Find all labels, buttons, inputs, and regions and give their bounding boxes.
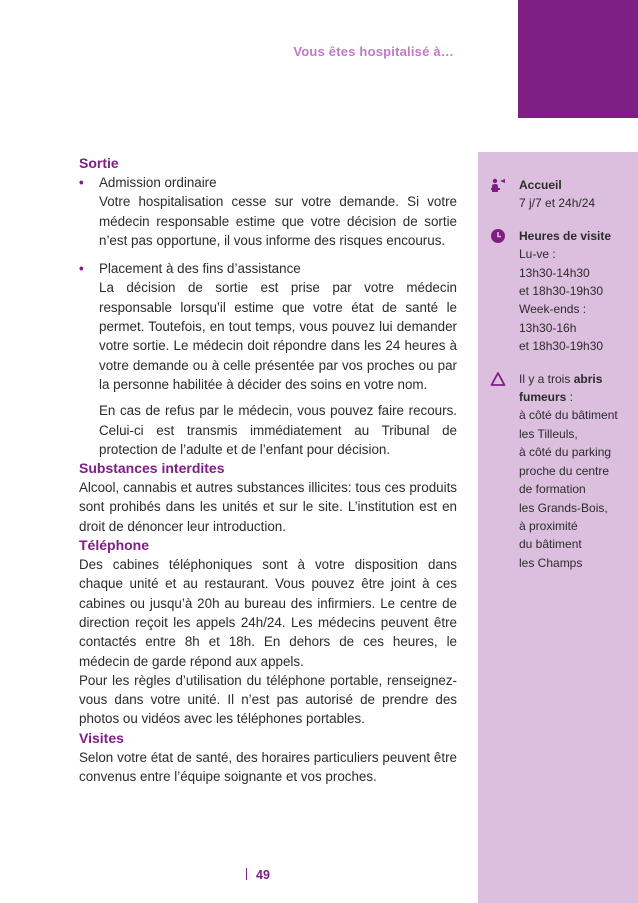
section-title-telephone: Téléphone bbox=[79, 537, 150, 554]
corner-color-block bbox=[518, 0, 638, 118]
bullet-text: Votre hospitalisation cesse sur votre demande. Si votre médecin responsable estime que votre décision de sortie n’est pas opportune, il vous informe des risques encourus. bbox=[99, 194, 457, 248]
page-number-text: 49 bbox=[256, 868, 270, 882]
fumeurs-line: de formation bbox=[519, 482, 586, 497]
page-number bbox=[246, 868, 270, 882]
sidebar-item-fumeurs bbox=[490, 370, 630, 572]
visite-line: 13h30-14h30 bbox=[519, 265, 590, 280]
fumeurs-bold-1: abris bbox=[573, 371, 603, 386]
sidebar-content bbox=[490, 176, 630, 572]
visite-line: 13h30-16h bbox=[519, 320, 577, 335]
substances-text: Alcool, cannabis et autres substances illicites: tous ces produits sont prohibés dans les unités et sur le site. L’institution est en droit de dénoncer leur introduction. bbox=[79, 480, 457, 534]
fumeurs-title bbox=[519, 370, 630, 388]
fumeurs-line: proche du centre bbox=[519, 463, 610, 478]
page-number-rule bbox=[246, 868, 247, 880]
reception-desk-icon bbox=[490, 177, 506, 193]
accueil-hours: 7 j/7 et 24h/24 bbox=[519, 196, 596, 211]
visite-line: et 18h30-19h30 bbox=[519, 284, 604, 299]
visite-line: Week-ends : bbox=[519, 302, 587, 317]
fumeurs-line: du bâtiment bbox=[519, 537, 582, 552]
sidebar-item-accueil bbox=[490, 176, 630, 213]
fumeurs-line: les Grands-Bois, bbox=[519, 500, 608, 515]
telephone-text-mobile: Pour les règles d’utilisation du téléphone portable, renseignez-vous dans votre unité. Il n’est pas autorisé de prendre des photos ou vidéos avec les téléphones portables. bbox=[79, 672, 457, 727]
bullet-text: La décision de sortie est prise par votre médecin responsable lorsqu’il estime que votre état de santé le permet. Toutefois, en tout temps, vous pouvez lui demander votre sortie. Le médecin doit répondre dans les 24 heures à votre demande ou à celle présentée par vos proches ou par la personne habilitée à décider des soins en votre nom. bbox=[99, 280, 457, 392]
fumeurs-line: les Tilleuls, bbox=[519, 426, 578, 441]
fumeurs-line: les Champs bbox=[519, 555, 583, 570]
bullet-extra-text: En cas de refus par le médecin, vous pouvez faire recours. Celui-ci est transmis immédiatement au Tribunal de protection de l’adulte et de l’enfant pour décision. bbox=[99, 403, 457, 457]
telephone-text: Des cabines téléphoniques sont à votre disposition dans chaque unité et au restaurant. Vous pouvez être joint à ces cabines ou jusqu’à 20h au bureau des infirmiers. Le centre de direction reçoit les appels 24h/24. Les médecins peuvent être contactés entre 8h et 18h. En dehors de ces heures, le médecin de garde répond aux appels. bbox=[79, 557, 457, 669]
fumeurs-line: à proximité bbox=[519, 518, 578, 533]
bullet-icon: • bbox=[79, 175, 84, 190]
section-title-sortie: Sortie bbox=[79, 155, 119, 171]
bullet-label: Admission ordinaire bbox=[99, 175, 217, 190]
main-column bbox=[79, 154, 457, 786]
section-title-visites: Visites bbox=[79, 729, 124, 746]
warning-triangle-icon bbox=[490, 371, 506, 387]
list-item bbox=[79, 259, 457, 459]
bullet-label: Placement à des fins d’assistance bbox=[99, 261, 301, 277]
running-title: Vous êtes hospitalisé à… bbox=[293, 44, 454, 59]
fumeurs-intro: Il y a trois bbox=[519, 371, 574, 386]
visites-text: Selon votre état de santé, des horaires particuliers peuvent être convenus entre l’équipe soignante et vos proches. bbox=[79, 749, 457, 785]
section-title-substances: Substances interdites bbox=[79, 460, 225, 477]
list-item bbox=[79, 173, 457, 250]
fumeurs-line: à côté du parking bbox=[519, 445, 612, 460]
fumeurs-line: à côté du bâtiment bbox=[519, 408, 618, 423]
bullet-icon: • bbox=[79, 261, 84, 277]
accueil-title: Accueil bbox=[519, 178, 562, 192]
sidebar-item-visite bbox=[490, 227, 630, 356]
clock-icon bbox=[490, 228, 506, 244]
visite-line: et 18h30-19h30 bbox=[519, 339, 604, 354]
fumeurs-title-2 bbox=[519, 388, 630, 406]
fumeurs-colon: : bbox=[566, 390, 574, 405]
visite-line: Lu-ve : bbox=[519, 247, 556, 262]
visite-title: Heures de visite bbox=[519, 228, 612, 243]
fumeurs-bold-2: fumeurs bbox=[519, 390, 567, 405]
